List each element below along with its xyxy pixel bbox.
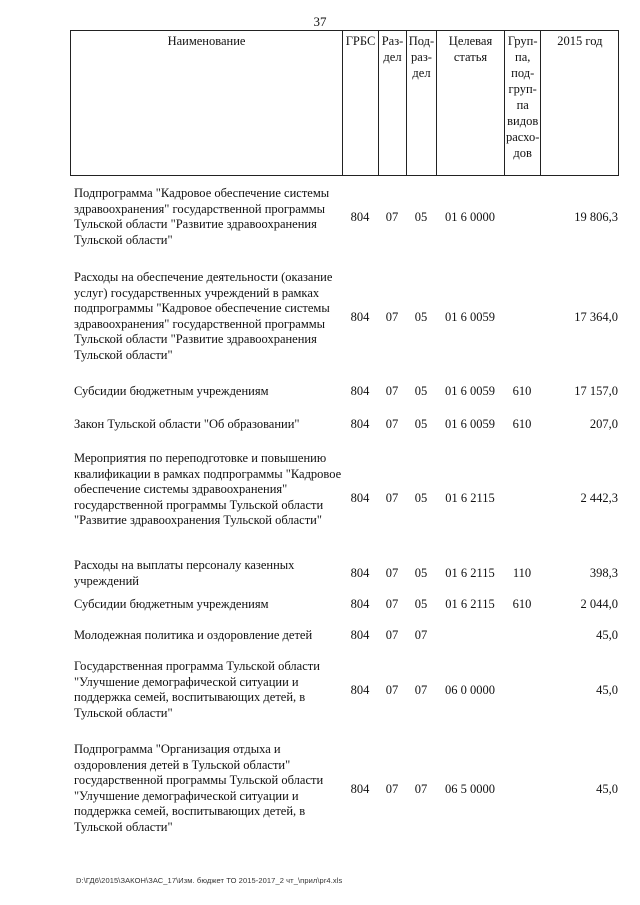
row-razdel: 07 bbox=[385, 210, 399, 224]
row-name: Государственная программа Тульской области "Улучшение демографической ситуации и поддержка семей, воспитывающих детей, в Тульской области" bbox=[74, 659, 320, 720]
row-sum: 17 157,0 bbox=[574, 384, 618, 398]
row-podrazdel: 05 bbox=[414, 491, 428, 505]
row-target: 01 6 0059 bbox=[445, 417, 495, 431]
row-sum: 45,0 bbox=[596, 683, 618, 697]
row-razdel: 07 bbox=[385, 417, 399, 431]
row-sum: 2 044,0 bbox=[580, 597, 618, 611]
row-razdel: 07 bbox=[385, 628, 399, 642]
table-row bbox=[70, 628, 622, 646]
row-sum: 398,3 bbox=[589, 566, 618, 580]
row-vid: 110 bbox=[512, 566, 532, 580]
table-row bbox=[70, 451, 622, 547]
header-grbs: ГРБС bbox=[343, 31, 379, 176]
table-row bbox=[70, 417, 622, 435]
header-table bbox=[70, 30, 619, 176]
row-sum: 45,0 bbox=[596, 628, 618, 642]
row-grbs: 804 bbox=[350, 782, 370, 796]
row-grbs: 804 bbox=[350, 384, 370, 398]
row-sum: 17 364,0 bbox=[574, 310, 618, 324]
table-row bbox=[70, 384, 622, 402]
row-grbs: 804 bbox=[350, 566, 370, 580]
row-target: 01 6 2115 bbox=[445, 597, 495, 611]
row-name: Молодежная политика и оздоровление детей bbox=[74, 628, 313, 642]
row-sum: 207,0 bbox=[589, 417, 618, 431]
row-razdel: 07 bbox=[385, 566, 399, 580]
row-grbs: 804 bbox=[350, 597, 370, 611]
row-name: Расходы на обеспечение деятельности (оказание услуг) государственных учреждений в рамках подпрограммы "Кадровое обеспечение системы здравоохранения" государственной программы Тульской области "Развитие здравоохранения Тульской области" bbox=[74, 270, 333, 362]
row-podrazdel: 07 bbox=[414, 782, 428, 796]
row-vid: 610 bbox=[512, 597, 532, 611]
row-name: Субсидии бюджетным учреждениям bbox=[74, 597, 269, 611]
row-target: 06 5 0000 bbox=[445, 782, 495, 796]
row-podrazdel: 05 bbox=[414, 310, 428, 324]
row-name: Субсидии бюджетным учреждениям bbox=[74, 384, 269, 398]
row-vid: 610 bbox=[512, 417, 532, 431]
row-podrazdel: 05 bbox=[414, 384, 428, 398]
row-podrazdel: 07 bbox=[414, 683, 428, 697]
row-sum: 19 806,3 bbox=[574, 210, 618, 224]
row-razdel: 07 bbox=[385, 491, 399, 505]
table-row bbox=[70, 186, 622, 250]
row-name: Расходы на выплаты персоналу казенных учреждений bbox=[74, 558, 295, 588]
row-grbs: 804 bbox=[350, 491, 370, 505]
row-target: 01 6 0059 bbox=[445, 384, 495, 398]
row-target: 01 6 0000 bbox=[445, 210, 495, 224]
row-grbs: 804 bbox=[350, 210, 370, 224]
row-name: Подпрограмма "Организация отдыха и оздоровления детей в Тульской области" государственной программы Тульской области "Улучшение демографической ситуации и поддержка семей, воспитывающих детей, в Тульской области" bbox=[74, 742, 324, 834]
row-razdel: 07 bbox=[385, 310, 399, 324]
header-year: 2015 год bbox=[541, 31, 619, 176]
row-razdel: 07 bbox=[385, 782, 399, 796]
table-row bbox=[70, 558, 622, 590]
header-target: Целевая статья bbox=[437, 31, 505, 176]
row-target: 01 6 2115 bbox=[445, 491, 495, 505]
row-podrazdel: 05 bbox=[414, 417, 428, 431]
row-podrazdel: 05 bbox=[414, 566, 428, 580]
row-target: 01 6 2115 bbox=[445, 566, 495, 580]
row-vid: 610 bbox=[512, 384, 532, 398]
row-razdel: 07 bbox=[385, 384, 399, 398]
row-name: Закон Тульской области "Об образовании" bbox=[74, 417, 300, 431]
header-razdel: Раз- дел bbox=[379, 31, 407, 176]
row-grbs: 804 bbox=[350, 683, 370, 697]
file-path-footer: D:\ГД6\2015\ЗАКОН\ЗАС_17\Изм. бюджет ТО 2015-2017_2 чт_\прил\pr4.xls bbox=[76, 876, 343, 885]
row-grbs: 804 bbox=[350, 417, 370, 431]
table-row bbox=[70, 597, 622, 615]
row-podrazdel: 05 bbox=[414, 597, 428, 611]
row-razdel: 07 bbox=[385, 683, 399, 697]
table-row bbox=[70, 742, 622, 838]
row-grbs: 804 bbox=[350, 628, 370, 642]
table-row bbox=[70, 659, 622, 723]
header-name: Наименование bbox=[71, 31, 343, 176]
row-razdel: 07 bbox=[385, 597, 399, 611]
row-target: 01 6 0059 bbox=[445, 310, 495, 324]
row-podrazdel: 07 bbox=[414, 628, 428, 642]
row-sum: 45,0 bbox=[596, 782, 618, 796]
row-name: Мероприятия по переподготовке и повышению квалификации в рамках подпрограммы "Кадровое обеспечение системы здравоохранения" государственной программы Тульской области "Развитие здравоохранения Тульской области" bbox=[74, 451, 342, 527]
table-row bbox=[70, 270, 622, 366]
row-podrazdel: 05 bbox=[414, 210, 428, 224]
row-target: 06 0 0000 bbox=[445, 683, 495, 697]
row-name: Подпрограмма "Кадровое обеспечение системы здравоохранения" государственной программы Тульской области "Развитие здравоохранения Тульской области" bbox=[74, 186, 330, 247]
page-number: 37 bbox=[313, 14, 327, 29]
row-sum: 2 442,3 bbox=[580, 491, 618, 505]
header-podrazdel: Под- раз- дел bbox=[407, 31, 437, 176]
row-grbs: 804 bbox=[350, 310, 370, 324]
header-vid: Груп- па, под- груп- па видов расхо- дов bbox=[505, 31, 541, 176]
